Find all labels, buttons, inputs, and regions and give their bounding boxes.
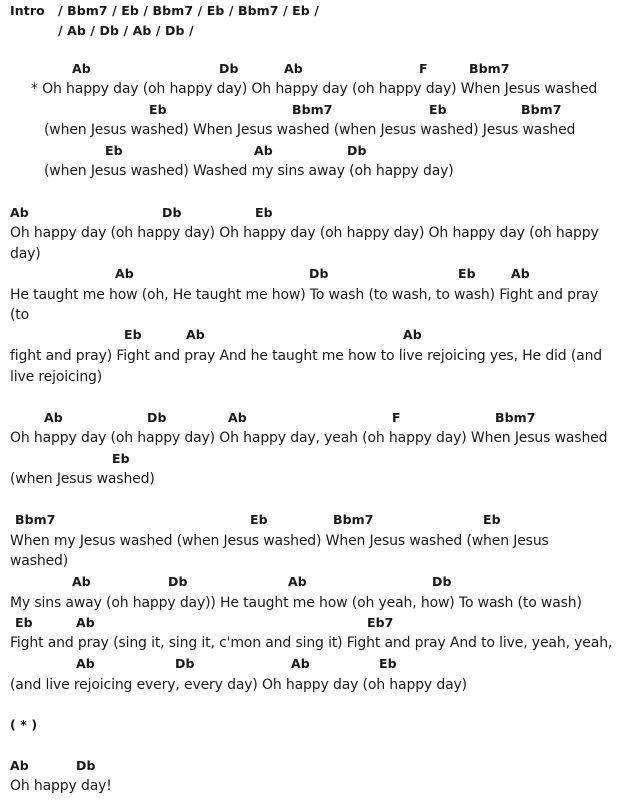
- intro-chords-line-1: / Bbm7 / Eb / Bbm7 / Eb / Bbm7 / Eb /: [58, 3, 319, 18]
- chord: Bbm7: [15, 512, 56, 527]
- chord: Bbm7: [333, 512, 374, 527]
- chord: Eb: [429, 102, 447, 117]
- chord: Db: [347, 143, 367, 158]
- chord: Db: [219, 61, 239, 76]
- lyric-line: My sins away (oh happy day)) He taught me how (oh yeah, how) To wash (to wash): [10, 595, 582, 611]
- lyric-line: When my Jesus washed (when Jesus washed) When Jesus washed (when Jesus: [10, 533, 549, 549]
- chord: Db: [162, 205, 182, 220]
- chord: Eb: [124, 327, 142, 342]
- intro-chords-line-2: / Ab / Db / Ab / Db /: [58, 23, 194, 38]
- chord: Ab: [284, 61, 303, 76]
- lyric-line: Fight and pray (sing it, sing it, c'mon and sing it) Fight and pray And to live, yeah, yeah,: [10, 635, 613, 651]
- chord: Bbm7: [292, 102, 333, 117]
- chord: Eb: [105, 143, 123, 158]
- chord: Db: [432, 574, 452, 589]
- lyric-line: Oh happy day (oh happy day) Oh happy day, yeah (oh happy day) When Jesus washed: [10, 430, 608, 446]
- chord: Ab: [72, 574, 91, 589]
- lyric-line: He taught me how (oh, He taught me how) To wash (to wash, to wash) Fight and pray: [10, 287, 599, 303]
- chord: Ab: [228, 410, 247, 425]
- chord: Eb: [15, 615, 33, 630]
- lyric-line-continued: (to: [10, 307, 30, 323]
- lyric-line-continued: live rejoicing): [10, 369, 103, 385]
- intro-label: Intro: [10, 3, 45, 18]
- lyric-line: Oh happy day (oh happy day) Oh happy day (oh happy day) Oh happy day (oh happy: [10, 225, 599, 241]
- chord: Eb: [149, 102, 167, 117]
- chord: Db: [76, 758, 96, 773]
- chord: Ab: [10, 205, 29, 220]
- chord: F: [419, 61, 428, 76]
- lyric-line: (when Jesus washed): [10, 471, 155, 487]
- chord: Ab: [288, 574, 307, 589]
- chord: Ab: [291, 656, 310, 671]
- chord: Ab: [76, 656, 95, 671]
- chord: Ab: [72, 61, 91, 76]
- chord: Ab: [511, 266, 530, 281]
- chord: Ab: [76, 615, 95, 630]
- lyric-line: (and live rejoicing every, every day) Oh happy day (oh happy day): [10, 677, 467, 693]
- lyric-line: Oh happy day!: [10, 778, 112, 794]
- chord: Ab: [403, 327, 422, 342]
- chord: Eb7: [367, 615, 394, 630]
- chord: Ab: [10, 758, 29, 773]
- lyric-line-continued: day): [10, 246, 41, 262]
- chord: Bbm7: [469, 61, 510, 76]
- chord: Ab: [254, 143, 273, 158]
- lyric-line: * Oh happy day (oh happy day) Oh happy day (oh happy day) When Jesus washed: [31, 81, 598, 97]
- lyric-line: (when Jesus washed) Washed my sins away (oh happy day): [44, 163, 454, 179]
- chord: Eb: [255, 205, 273, 220]
- chord: F: [392, 410, 401, 425]
- chord: Db: [147, 410, 167, 425]
- chord: Eb: [112, 451, 130, 466]
- chord: Ab: [44, 410, 63, 425]
- chord: Bbm7: [521, 102, 562, 117]
- chord: Db: [175, 656, 195, 671]
- chord: Eb: [379, 656, 397, 671]
- chord: Eb: [458, 266, 476, 281]
- repeat-marker: ( * ): [10, 717, 38, 732]
- chord: Bbm7: [495, 410, 536, 425]
- chord: Eb: [483, 512, 501, 527]
- chord: Ab: [115, 266, 134, 281]
- chord: Ab: [186, 327, 205, 342]
- chord: Eb: [250, 512, 268, 527]
- chord: Db: [168, 574, 188, 589]
- lyric-line: fight and pray) Fight and pray And he taught me how to live rejoicing yes, He did (and: [10, 348, 603, 364]
- lyric-line: (when Jesus washed) When Jesus washed (when Jesus washed) Jesus washed: [44, 122, 576, 138]
- lyric-line-continued: washed): [10, 553, 69, 569]
- chord: Db: [309, 266, 329, 281]
